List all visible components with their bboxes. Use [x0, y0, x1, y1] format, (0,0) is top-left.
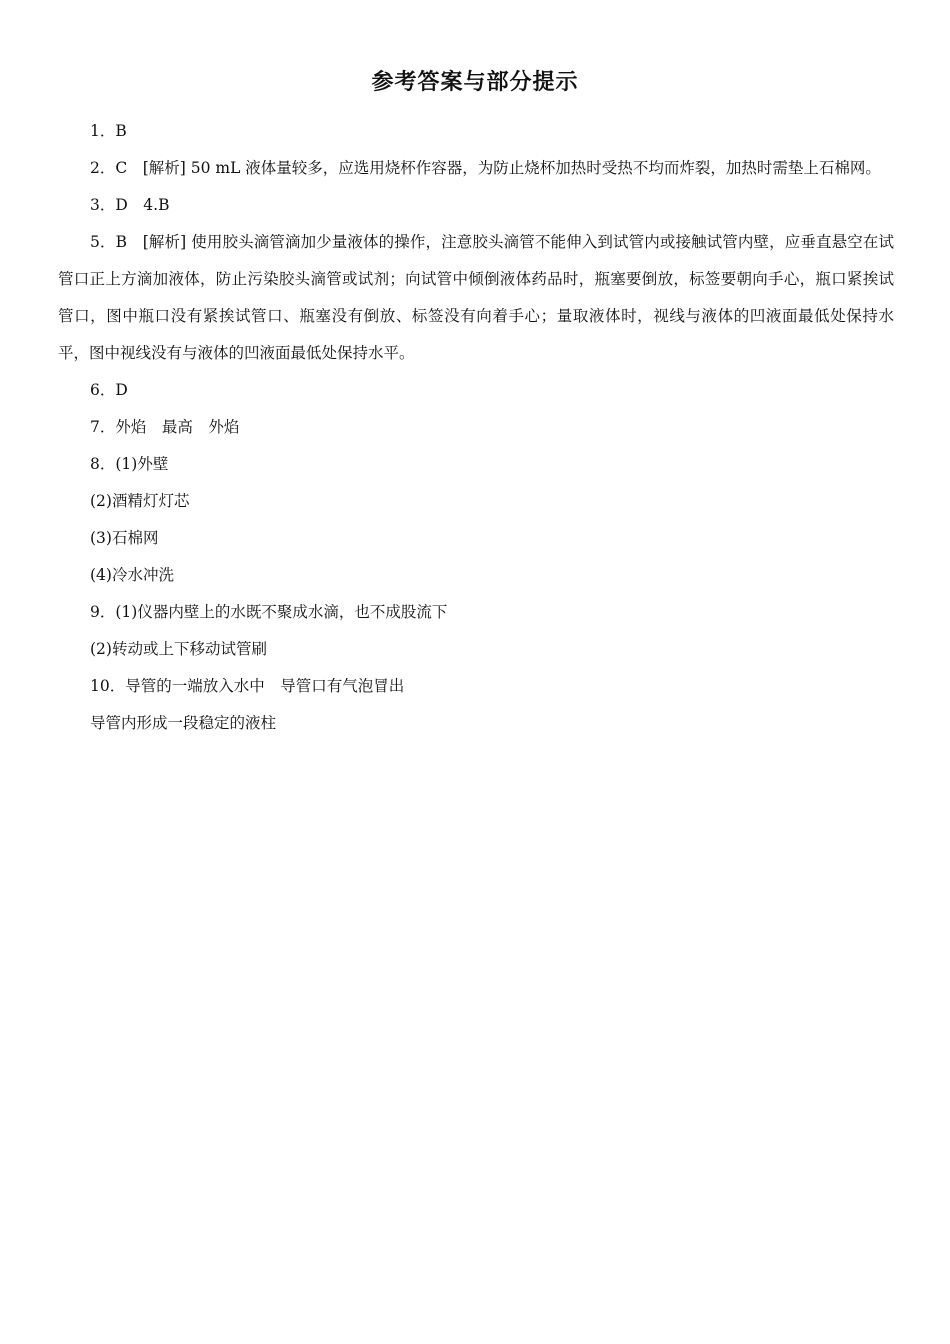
answer-1: 1．B: [90, 122, 127, 140]
answer-3-4: 3．D 4.B: [90, 196, 170, 214]
answer-9-1: 9．(1)仪器内壁上的水既不聚成水滴，也不成股流下: [90, 603, 448, 621]
answer-8-4: (4)冷水冲洗: [90, 566, 174, 584]
answer-8-1: 8．(1)外壁: [90, 455, 169, 473]
answer-10-continued: 导管内形成一段稳定的液柱: [90, 714, 277, 732]
answer-8-2: (2)酒精灯灯芯: [90, 492, 190, 510]
answer-5: 5．B [解析] 使用胶头滴管滴加少量液体的操作，注意胶头滴管不能伸入到试管内或接触试管内壁，应垂直悬空在试管口正上方滴加液体，防止污染胶头滴管或试剂；向试管中倾倒液体药品时，瓶塞要倒放，标签要朝向手心，瓶口紧挨试管口，图中瓶口没有紧挨试管口、瓶塞没有倒放、标签没有向着手心；量取液体时，视线与液体的凹液面最低处保持水平，图中视线没有与液体的凹液面最低处保持水平。: [58, 233, 894, 362]
answer-8-3: (3)石棉网: [90, 529, 159, 547]
answer-9-2: (2)转动或上下移动试管刷: [90, 640, 267, 658]
page-title: 参考答案与部分提示: [371, 70, 579, 95]
answer-10: 10．导管的一端放入水中 导管口有气泡冒出: [90, 677, 405, 695]
answer-2: 2．C [解析] 50 mL 液体量较多，应选用烧杯作容器，为防止烧杯加热时受热不均而炸裂，加热时需垫上石棉网。: [90, 159, 881, 177]
answer-6: 6．D: [90, 381, 128, 399]
answer-7: 7．外焰 最高 外焰: [90, 418, 240, 436]
answer-list: [58, 113, 894, 742]
